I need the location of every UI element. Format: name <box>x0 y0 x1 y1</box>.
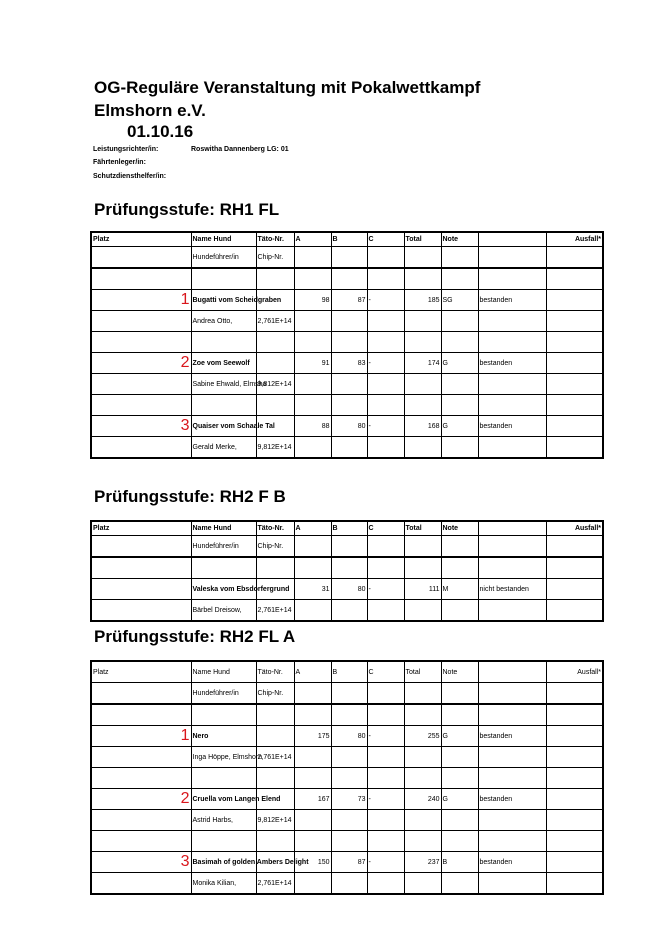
score-a: 175 <box>294 726 331 747</box>
handler-name: Monika Kilian, <box>191 873 256 895</box>
place-number <box>91 579 191 600</box>
handler-name: Sabine Ehwald, Elmsho <box>191 374 256 395</box>
table-row <box>91 852 603 873</box>
col-note: Note <box>441 232 478 247</box>
col-chip: Chip-Nr. <box>256 683 294 705</box>
score-c: - <box>367 789 404 810</box>
place-number: 2 <box>91 789 191 810</box>
score-c: - <box>367 290 404 311</box>
table-header-row <box>91 661 603 683</box>
document-title-line2: Elmshorn e.V. <box>94 101 206 120</box>
place-number: 3 <box>91 416 191 437</box>
chip-number: 2,761E+14 <box>256 311 294 332</box>
section-title-rh2-f-b: Prüfungsstufe: RH2 F B <box>94 487 286 506</box>
col-chip: Chip-Nr. <box>256 247 294 269</box>
results-table-rh1-fl <box>90 231 604 459</box>
table-row <box>91 726 603 747</box>
table-row <box>91 747 603 768</box>
score-c: - <box>367 579 404 600</box>
col-hundefuehrer: Hundeführer/in <box>191 536 256 558</box>
score-a: 167 <box>294 789 331 810</box>
result-status: bestanden <box>478 416 546 437</box>
table-row <box>91 600 603 622</box>
score-a: 150 <box>294 852 331 873</box>
col-a: A <box>294 232 331 247</box>
score-b: 73 <box>331 789 367 810</box>
table-row <box>91 353 603 374</box>
col-total: Total <box>404 232 441 247</box>
col-total: Total <box>404 661 441 683</box>
grade: B <box>441 852 478 873</box>
table-row <box>91 374 603 395</box>
faehrtenleger-label: Fährtenleger/in: <box>93 159 146 166</box>
score-a: 88 <box>294 416 331 437</box>
col-total: Total <box>404 521 441 536</box>
score-b: 80 <box>331 416 367 437</box>
grade: G <box>441 353 478 374</box>
grade: SG <box>441 290 478 311</box>
score-total: 255 <box>404 726 441 747</box>
dog-name: Zoe vom Seewolf <box>191 353 256 374</box>
score-b: 87 <box>331 852 367 873</box>
score-c: - <box>367 726 404 747</box>
handler-name: Bärbel Dreisow, <box>191 600 256 622</box>
col-name-hund: Name Hund <box>191 521 256 536</box>
result-status: bestanden <box>478 852 546 873</box>
score-total: 237 <box>404 852 441 873</box>
table-row <box>91 416 603 437</box>
col-note: Note <box>441 661 478 683</box>
result-status: nicht bestanden <box>478 579 546 600</box>
col-b: B <box>331 661 367 683</box>
leistungsrichter-value: Roswitha Dannenberg LG: 01 <box>191 146 289 153</box>
table-subheader-row <box>91 536 603 558</box>
col-chip: Chip-Nr. <box>256 536 294 558</box>
score-b: 80 <box>331 579 367 600</box>
table-row <box>91 437 603 459</box>
chip-number: 2,761E+14 <box>256 600 294 622</box>
col-platz: Platz <box>91 521 191 536</box>
schutzdiensthelfer-label: Schutzdiensthelfer/in: <box>93 173 167 180</box>
table-header-row <box>91 232 603 247</box>
table-row <box>91 311 603 332</box>
chip-number: 2,761E+14 <box>256 747 294 768</box>
col-ausfall: Ausfall* <box>546 521 603 536</box>
score-b: 87 <box>331 290 367 311</box>
grade: G <box>441 726 478 747</box>
handler-name: Gerald Merke, <box>191 437 256 459</box>
col-ausfall: Ausfall* <box>546 232 603 247</box>
score-total: 185 <box>404 290 441 311</box>
dog-name: Valeska vom Ebsdorfergrund <box>191 579 256 600</box>
col-c: C <box>367 521 404 536</box>
handler-name: Inga Höppe, Elmshorn <box>191 747 256 768</box>
table-row <box>91 873 603 895</box>
table-subheader-row <box>91 247 603 269</box>
dog-name: Nero <box>191 726 256 747</box>
col-taeto: Täto-Nr. <box>256 661 294 683</box>
document-title-line1: OG-Reguläre Veranstaltung mit Pokalwettkampf <box>94 78 481 97</box>
col-platz: Platz <box>91 232 191 247</box>
col-ausfall: Ausfall* <box>546 661 603 683</box>
col-taeto: Täto-Nr. <box>256 521 294 536</box>
score-a: 31 <box>294 579 331 600</box>
score-b: 80 <box>331 726 367 747</box>
col-hundefuehrer: Hundeführer/in <box>191 247 256 269</box>
dog-name: Cruella vom Langen Elend <box>191 789 256 810</box>
table-row <box>91 579 603 600</box>
table-header-row <box>91 521 603 536</box>
dog-name: Quaiser vom Schaale Tal <box>191 416 256 437</box>
dog-name: Basimah of golden Ambers Delight <box>191 852 256 873</box>
place-number: 3 <box>91 852 191 873</box>
table-row <box>91 810 603 831</box>
score-c: - <box>367 852 404 873</box>
col-a: A <box>294 661 331 683</box>
chip-number: 9,812E+14 <box>256 810 294 831</box>
result-status: bestanden <box>478 726 546 747</box>
results-table-rh2-f-b <box>90 520 604 622</box>
section-title-rh1-fl: Prüfungsstufe: RH1 FL <box>94 200 280 219</box>
chip-number: 2,761E+14 <box>256 873 294 895</box>
grade: G <box>441 416 478 437</box>
col-taeto: Täto-Nr. <box>256 232 294 247</box>
place-number: 2 <box>91 353 191 374</box>
score-c: - <box>367 416 404 437</box>
col-b: B <box>331 232 367 247</box>
score-total: 168 <box>404 416 441 437</box>
score-c: - <box>367 353 404 374</box>
handler-name: Andrea Otto, <box>191 311 256 332</box>
col-hundefuehrer: Hundeführer/in <box>191 683 256 705</box>
result-status: bestanden <box>478 290 546 311</box>
col-note: Note <box>441 521 478 536</box>
score-a: 98 <box>294 290 331 311</box>
chip-number: 9,812E+14 <box>256 437 294 459</box>
col-platz: Platz <box>91 661 191 683</box>
dog-name: Bugatti vom Scheidgraben <box>191 290 256 311</box>
leistungsrichter-label: Leistungsrichter/in: <box>93 146 159 153</box>
results-table-rh2-fl-a <box>90 660 604 895</box>
col-c: C <box>367 232 404 247</box>
place-number: 1 <box>91 726 191 747</box>
handler-name: Astrid Harbs, <box>191 810 256 831</box>
col-a: A <box>294 521 331 536</box>
score-total: 111 <box>404 579 441 600</box>
score-a: 91 <box>294 353 331 374</box>
place-number: 1 <box>91 290 191 311</box>
section-title-rh2-fl-a: Prüfungsstufe: RH2 FL A <box>94 627 296 646</box>
col-name-hund: Name Hund <box>191 232 256 247</box>
col-c: C <box>367 661 404 683</box>
grade: G <box>441 789 478 810</box>
event-date: 01.10.16 <box>127 122 194 141</box>
score-total: 240 <box>404 789 441 810</box>
table-row <box>91 789 603 810</box>
chip-number: 9,812E+14 <box>256 374 294 395</box>
table-row <box>91 290 603 311</box>
result-status: bestanden <box>478 353 546 374</box>
col-b: B <box>331 521 367 536</box>
result-status: bestanden <box>478 789 546 810</box>
grade: M <box>441 579 478 600</box>
score-total: 174 <box>404 353 441 374</box>
col-name-hund: Name Hund <box>191 661 256 683</box>
table-subheader-row <box>91 683 603 705</box>
score-b: 83 <box>331 353 367 374</box>
